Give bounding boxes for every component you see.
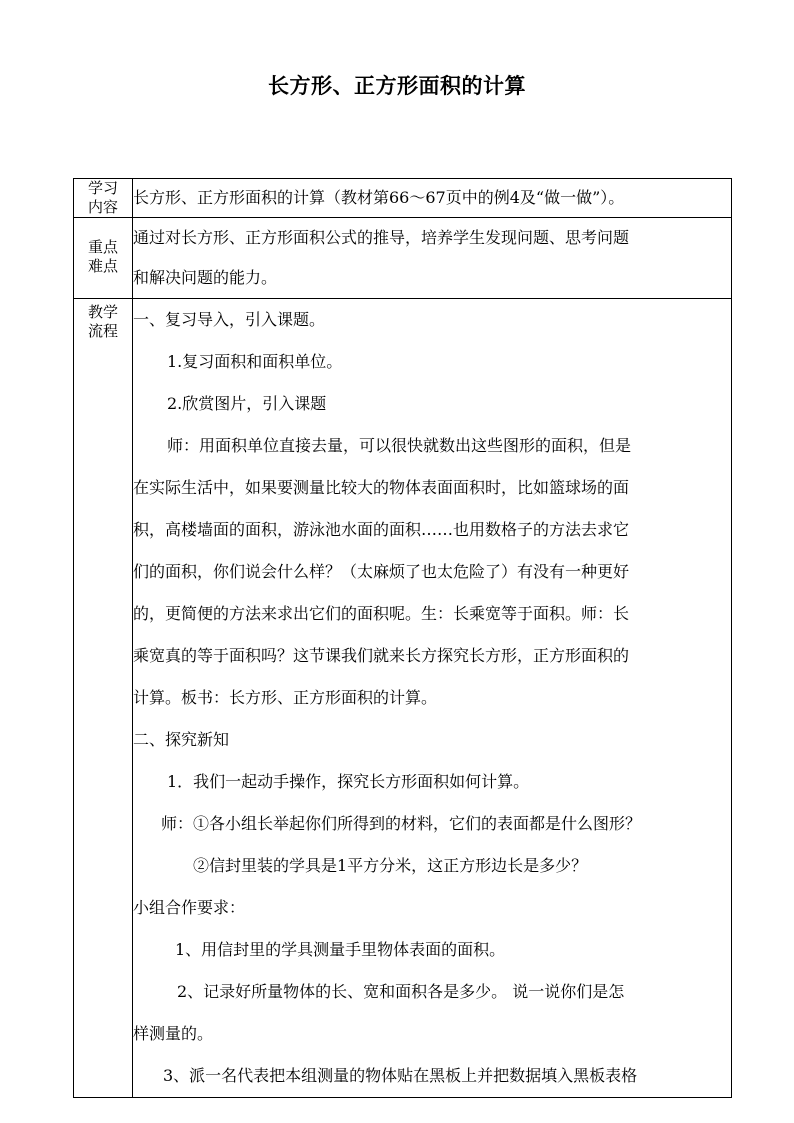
paragraph-line: 乘宽真的等于面积吗？这节课我们就来长方探究长方形，正方形面积的 (133, 646, 630, 665)
key-points-line: 和解决问题的能力。 (133, 268, 278, 287)
teaching-process-cell (133, 299, 732, 1098)
label-line: 难点 (87, 257, 118, 275)
paragraph-line: 在实际生活中，如果要测量比较大的物体表面面积时，比如篮球场的面 (133, 478, 630, 497)
teacher-question: ②信封里装的学具是1平方分米，这正方形边长是多少？ (193, 856, 588, 875)
requirement-item: 2、记录好所量物体的长、宽和面积各是多少。 说一说你们是怎 (177, 982, 625, 1001)
table-row-teaching-process (74, 299, 732, 1098)
requirement-item: 3、派一名代表把本组测量的物体贴在黑板上并把数据填入黑板表格 (163, 1066, 638, 1085)
section-heading: 一、复习导入，引入课题。 (133, 310, 326, 329)
label-line: 教学 (87, 303, 118, 321)
key-points-cell (133, 218, 732, 299)
paragraph-line: 积，高楼墙面的面积，游泳池水面的面积……也用数格子的方法去求它 (133, 520, 630, 539)
lesson-plan-table (73, 178, 732, 1098)
paragraph-line: 们的面积，你们说会什么样？（太麻烦了也太危险了）有没有一种更好 (133, 562, 630, 581)
teacher-question: 师：①各小组长举起你们所得到的材料，它们的表面都是什么图形？ (161, 814, 642, 833)
label-study-content (74, 179, 133, 218)
group-requirements-heading: 小组合作要求： (133, 898, 246, 917)
process-step: 1．我们一起动手操作，探究长方形面积如何计算。 (167, 772, 530, 791)
paragraph-line: 的，更简便的方法来求出它们的面积呢。生：长乘宽等于面积。师：长 (133, 604, 630, 623)
process-step: 1.复习面积和面积单位。 (167, 352, 343, 371)
document-title: 长方形、正方形面积的计算 (268, 73, 526, 98)
key-points-line: 通过对长方形、正方形面积公式的推导，培养学生发现问题、思考问题 (133, 228, 630, 247)
study-content-cell (133, 179, 732, 218)
table-row-key-points (74, 218, 732, 299)
label-line: 流程 (87, 322, 118, 340)
requirement-item-continued: 样测量的。 (133, 1024, 214, 1043)
requirement-item: 1、用信封里的学具测量手里物体表面的面积。 (175, 940, 506, 959)
process-step: 2.欣赏图片，引入课题 (167, 394, 327, 413)
paragraph-line: 师：用面积单位直接去量，可以很快就数出这些图形的面积，但是 (167, 436, 632, 455)
label-teaching-process (74, 299, 133, 1098)
paragraph-line: 计算。板书：长方形、正方形面积的计算。 (133, 688, 438, 707)
study-content-text: 长方形、正方形面积的计算（教材第66～67页中的例4及“做一做”）。 (133, 188, 625, 207)
label-line: 内容 (87, 198, 118, 216)
label-line: 学习 (87, 179, 118, 197)
label-key-points (74, 218, 133, 299)
section-heading: 二、探究新知 (133, 730, 230, 749)
label-line: 重点 (87, 238, 118, 256)
table-row-study-content (74, 179, 732, 218)
